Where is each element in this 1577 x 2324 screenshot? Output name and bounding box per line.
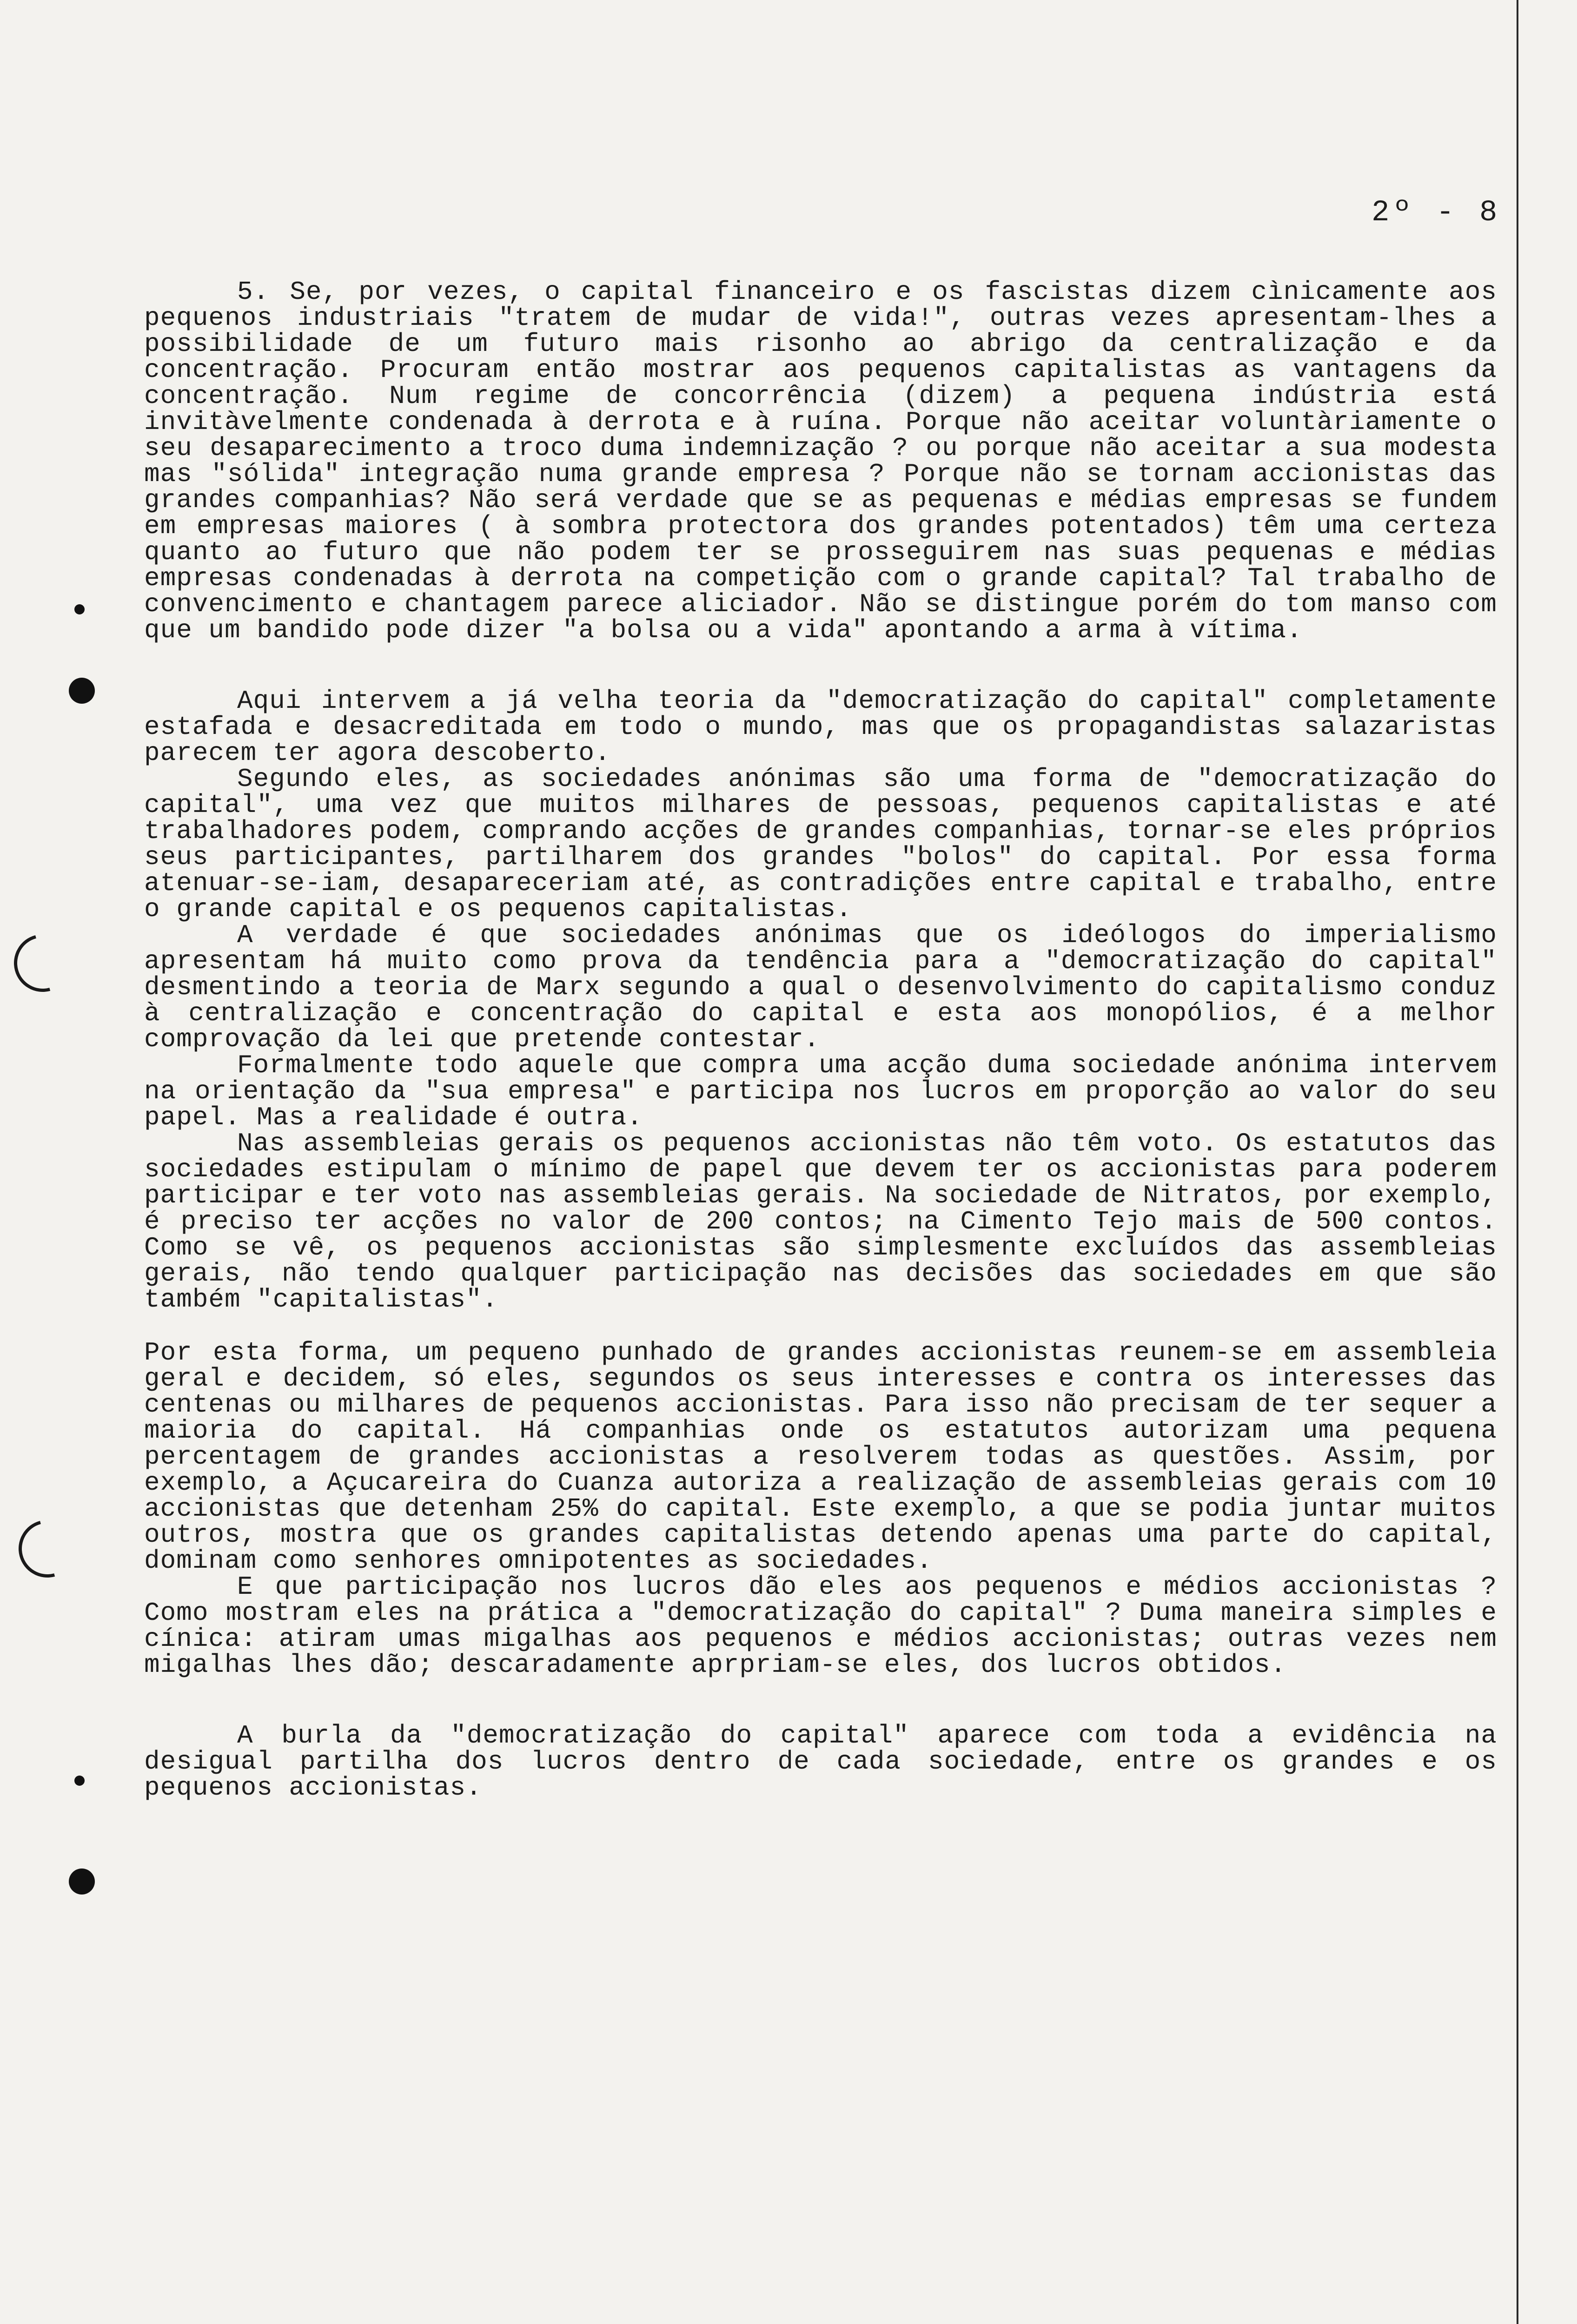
punch-hole-mark bbox=[3, 924, 82, 1002]
paragraph-handful-of-shareholders: Por esta forma, um pequeno punhado de grandes accionistas reunem-se em assembleia geral e decidem, só eles, segundos os seus interesses e contra os interesses das centenas ou milhares de pequenos accionistas. Para isso não precisam de ter sequer a maioria do capital. Há companhias onde os estatutos autorizam uma pequena percentagem de grandes accionistas a resolverem todas as questões. Assim, por exemplo, a Açucareira do Cuanza autoriza a realização de assembleias gerais com 10 accionistas que detenham 25% do capital. Este exemplo, a que se podia juntar muitos outros, mostra que os grandes capitalistas detendo apenas uma parte do capital, dominam como senhores omnipotentes as sociedades. bbox=[144, 1338, 1513, 1576]
paragraph-truth: A verdade é que sociedades anónimas que os ideólogos do imperialismo apresentam há muito como prova da tendência para a "democratização do capital" desmentindo a teoria de Marx segundo a qual o desenvolvimento do capitalismo conduz à centralização e concentração do capital e esta aos monopólios, é a melhor comprovação da lei que pretende contestar. bbox=[144, 920, 1513, 1054]
paragraph-conclusion: A burla da "democratização do capital" aparece com toda a evidência na desigual partilha dos lucros dentro de cada sociedade, entre os grandes e os pequenos accionistas. bbox=[144, 1721, 1513, 1802]
ink-dot-mark bbox=[74, 1776, 85, 1786]
paragraph-assemblies: Nas assembleias gerais os pequenos accionistas não têm voto. Os estatutos das sociedades estipulam o mínimo de papel que devem ter os accionistas para poderem participar e ter voto nas assembleias gerais. Na sociedade de Nitratos, por exemplo, é preciso ter acções no valor de 200 contos; na Cimento Tejo mais de 500 contos. Como se vê, os pequenos accionistas são simplesmente excluídos das assembleias gerais, não tendo qualquer participação nas decisões das sociedades em que são também "capitalistas". bbox=[144, 1129, 1513, 1314]
right-margin-rule bbox=[1517, 0, 1518, 2324]
paragraph-democratization-theory: Aqui intervem a já velha teoria da "democratização do capital" completamente estafada e desacreditada em todo o mundo, mas que os propagandistas salazaristas parecem ter agora descoberto. bbox=[144, 686, 1513, 768]
paragraph-profit-participation: E que participação nos lucros dão eles aos pequenos e médios accionistas ? Como mostram eles na prática a "democratização do capital" ? Duma maneira simples e cínica: atiram umas migalhas aos pequenos e médios accionistas; outras vezes nem migalhas lhes dão; descaradamente aprpriam-se eles, dos lucros obtidos. bbox=[144, 1572, 1513, 1680]
document-body bbox=[144, 277, 1513, 1802]
paragraph-5-intro: 5. Se, por vezes, o capital financeiro e os fascistas dizem cìnicamente aos pequenos industriais "tratem de mudar de vida!", outras vezes apresentam-lhes a possibilidade de um futuro mais risonho ao abrigo da centralização e da concentração. Procuram então mostrar aos pequenos capitalistas as vantagens da concentração. Num regime de concorrência (dizem) a pequena indústria está invitàvelmente condenada à derrota e à ruína. Porque não aceitar voluntàriamente o seu desaparecimento a troco duma indemnização ? ou porque não aceitar a sua modesta mas "sólida" integração numa grande empresa ? Porque não se tornam accionistas das grandes companhias? Não será verdade que se as pequenas e médias empresas se fundem em empresas maiores ( à sombra protectora dos grandes potentados) têm uma certeza quanto ao futuro que não podem ter se prosseguirem nas suas pequenas e médias empresas condenadas à derrota na competição com o grande capital? Tal trabalho de convencimento e chantagem parece aliciador. Não se distingue porém do tom manso com que um bandido pode dizer "a bolsa ou a vida" apontando a arma à vítima. bbox=[144, 277, 1513, 645]
page-number: 2º - 8 bbox=[1372, 196, 1501, 230]
ink-dot-mark bbox=[74, 604, 85, 614]
ink-dot-mark bbox=[69, 1868, 95, 1895]
ink-dot-mark bbox=[69, 678, 95, 704]
paragraph-formally: Formalmente todo aquele que compra uma acção duma sociedade anónima intervem na orientação da "sua empresa" e participa nos lucros em proporção ao valor do seu papel. Mas a realidade é outra. bbox=[144, 1050, 1513, 1132]
paragraph-anonymous-societies: Segundo eles, as sociedades anónimas são uma forma de "democratização do capital", uma vez que muitos milhares de pessoas, pequenos capitalistas e até trabalhadores podem, comprando acções de grandes companhias, tornar-se eles próprios seus participantes, partilharem dos grandes "bolos" do capital. Por essa forma atenuar-se-iam, desapareceriam até, as contradições entre capital e trabalho, entre o grande capital e os pequenos capitalistas. bbox=[144, 764, 1513, 924]
punch-hole-mark bbox=[8, 1509, 86, 1588]
